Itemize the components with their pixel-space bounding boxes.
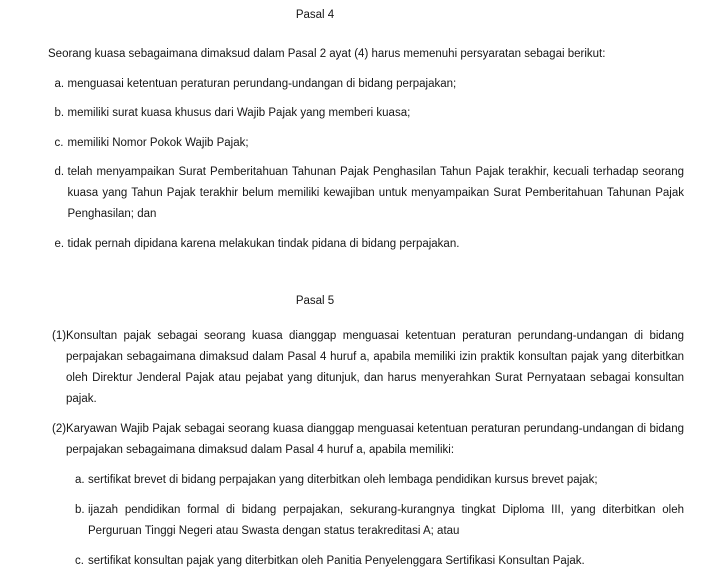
list-sub-item bbox=[48, 551, 684, 572]
list-item bbox=[48, 162, 684, 225]
item-marker: a. bbox=[54, 77, 65, 90]
item-marker: c. bbox=[75, 554, 84, 567]
item-marker: a. bbox=[75, 473, 85, 486]
item-text: sertifikat brevet di bidang perpajakan yang diterbitkan oleh lembaga pendidikan kursus brevet pajak; bbox=[88, 473, 598, 486]
item-marker: e. bbox=[54, 237, 65, 250]
list-item bbox=[48, 74, 684, 95]
list-item bbox=[48, 326, 684, 410]
item-marker: b. bbox=[54, 107, 65, 119]
item-marker: (1) bbox=[52, 329, 67, 342]
item-text: telah menyampaikan Surat Pemberitahuan Tahunan Pajak Penghasilan Tahun Pajak terakhir, kecuali terhadap seorang kuasa yang Tahun Pajak terakhir belum memiliki kewajiban untuk menyampaikan Surat Pemberitahuan Tahunan Pajak Penghasilan; dan bbox=[67, 166, 684, 220]
item-text: Karyawan Wajib Pajak sebagai seorang kuasa dianggap menguasai ketentuan peraturan perundang-undangan di bidang perpajakan sebagaimana dimaksud dalam Pasal 4 huruf a, apabila memiliki: bbox=[66, 422, 684, 456]
item-text: memiliki Nomor Pokok Wajib Pajak; bbox=[67, 136, 249, 149]
list-sub-item bbox=[48, 500, 684, 542]
item-text: ijazah pendidikan formal di bidang perpajakan, sekurang-kurangnya tingkat Diploma III, yang diterbitkan oleh Perguruan Tinggi Negeri atau Swasta dengan status terakreditasi A; atau bbox=[88, 503, 684, 537]
item-text: sertifikat konsultan pajak yang diterbitkan oleh Panitia Penyelenggara Sertifikasi Konsultan Pajak. bbox=[88, 554, 585, 567]
item-text: tidak pernah dipidana karena melakukan tindak pidana di bidang perpajakan. bbox=[67, 237, 460, 250]
article-pasal-5 bbox=[48, 291, 684, 572]
item-marker: b. bbox=[75, 503, 85, 516]
list-item bbox=[48, 234, 684, 255]
item-marker: d. bbox=[54, 166, 65, 178]
list-item bbox=[48, 133, 684, 154]
article-pasal-4 bbox=[48, 5, 684, 255]
item-marker: c. bbox=[54, 136, 64, 149]
document-page bbox=[48, 0, 684, 572]
list-sub-item bbox=[48, 470, 684, 491]
list-item bbox=[48, 103, 684, 124]
item-marker: (2) bbox=[52, 422, 67, 435]
article-intro: Seorang kuasa sebagaimana dimaksud dalam Pasal 2 ayat (4) harus memenuhi persyaratan sebagai berikut: bbox=[48, 48, 606, 60]
article-title: Pasal 5 bbox=[295, 294, 335, 307]
item-text: memiliki surat kuasa khusus dari Wajib Pajak yang memberi kuasa; bbox=[67, 107, 411, 119]
list-item bbox=[48, 419, 684, 461]
article-title: Pasal 4 bbox=[295, 9, 335, 21]
item-text: menguasai ketentuan peraturan perundang-undangan di bidang perpajakan; bbox=[67, 77, 457, 90]
item-text: Konsultan pajak sebagai seorang kuasa dianggap menguasai ketentuan peraturan perundang-undangan di bidang perpajakan sebagaimana dimaksud dalam Pasal 4 huruf a, apabila memiliki izin praktik konsultan pajak yang diterbitkan oleh Direktur Jenderal Pajak atau pejabat yang ditunjuk, dan harus menyerahkan Surat Pernyataan sebagai konsultan pajak. bbox=[66, 329, 684, 405]
